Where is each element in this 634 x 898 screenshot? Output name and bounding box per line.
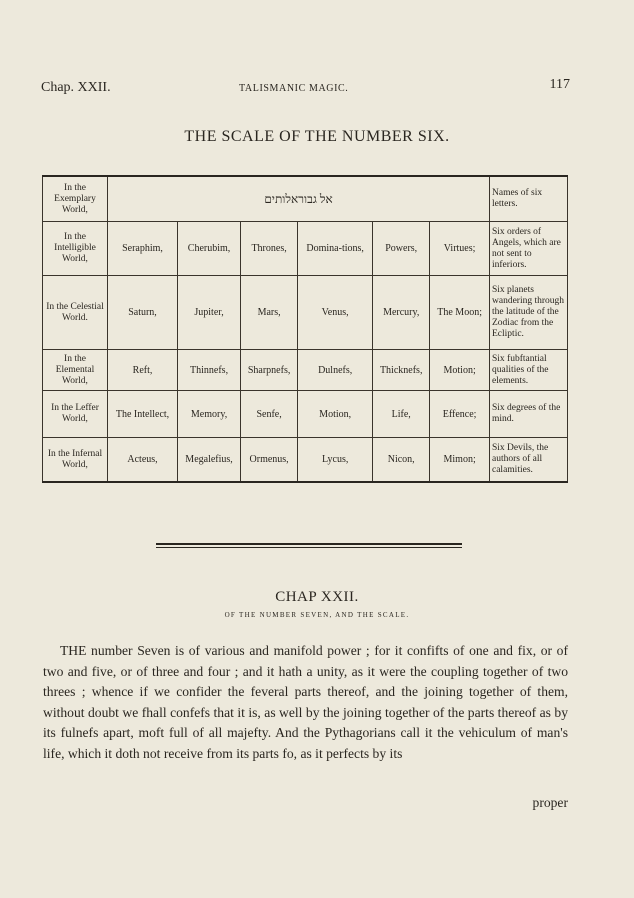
- table-cell: Venus,: [298, 276, 373, 350]
- table-cell: Megalefius,: [178, 438, 241, 483]
- row-label: In the Intelligible World,: [43, 222, 108, 276]
- table-cell: Senfe,: [241, 391, 298, 438]
- table-cell: Nicon,: [373, 438, 430, 483]
- table-cell: The Moon;: [430, 276, 490, 350]
- row-label: In the Exemplary World,: [43, 176, 108, 222]
- table-row: [43, 350, 568, 391]
- table-cell: Dulnefs,: [298, 350, 373, 391]
- section-divider-thin: [156, 547, 462, 548]
- body-paragraph: THE number Seven is of various and manifold power ; for it confifts of one and fix, or of two and five, or of three and four ; and it hath a unity, as it were the coupling together of two threes ; whence if we confider the feveral parts thereof, and the joining together of them, without doubt we fhall confefs that it is, as well by the joining together of the parts thereof as by its fulnefs apart, moft full of all majefty. And the Pythagorians call it the vehiculum of man's life, which it doth not receive from its parts fo, as it perfects by its: [43, 643, 568, 761]
- chapter-heading: CHAP XXII.: [275, 589, 359, 605]
- table-cell: Motion;: [430, 350, 490, 391]
- scale-title: THE SCALE OF THE NUMBER SIX.: [184, 128, 450, 145]
- table-cell: Thinnefs,: [178, 350, 241, 391]
- table-cell: Ormenus,: [241, 438, 298, 483]
- running-head: [41, 77, 570, 100]
- row-note: Six orders of Angels, which are not sent to inferiors.: [490, 222, 568, 276]
- names-label: Names of six letters.: [490, 176, 568, 222]
- table-row: [43, 222, 568, 276]
- table-cell: Domina-tions,: [298, 222, 373, 276]
- table-cell: Powers,: [373, 222, 430, 276]
- table-cell: Motion,: [298, 391, 373, 438]
- table-cell: Thrones,: [241, 222, 298, 276]
- table-cell: Saturn,: [108, 276, 178, 350]
- table-cell: The Intellect,: [108, 391, 178, 438]
- divine-name: אל גבוראלותים: [108, 176, 490, 222]
- table-row: [43, 391, 568, 438]
- table-cell: Acteus,: [108, 438, 178, 483]
- chapter-label: Chap. XXII.: [41, 80, 111, 95]
- row-note: Six degrees of the mind.: [490, 391, 568, 438]
- row-label: In the Elemental World,: [43, 350, 108, 391]
- table-cell: Jupiter,: [178, 276, 241, 350]
- table-cell: Sharpnefs,: [241, 350, 298, 391]
- row-label: In the Leffer World,: [43, 391, 108, 438]
- table-cell: Mimon;: [430, 438, 490, 483]
- table-cell: Life,: [373, 391, 430, 438]
- scale-table: [42, 175, 568, 483]
- table-cell: Reft,: [108, 350, 178, 391]
- row-label: In the Celestial World.: [43, 276, 108, 350]
- row-label: In the Infernal World,: [43, 438, 108, 483]
- catchword: proper: [532, 795, 568, 810]
- row-note: Six Devils, the authors of all calamities.: [490, 438, 568, 483]
- table-cell: Effence;: [430, 391, 490, 438]
- table-cell: Seraphim,: [108, 222, 178, 276]
- table-cell: Mars,: [241, 276, 298, 350]
- row-note: Six planets wandering through the latitude of the Zodiac from the Ecliptic.: [490, 276, 568, 350]
- table-row: [43, 276, 568, 350]
- table-row: [43, 438, 568, 483]
- table-header-row: [43, 176, 568, 222]
- table-cell: Cherubim,: [178, 222, 241, 276]
- table-cell: Virtues;: [430, 222, 490, 276]
- table-cell: Memory,: [178, 391, 241, 438]
- table-cell: Lycus,: [298, 438, 373, 483]
- row-note: Six fubftantial qualities of the elements.: [490, 350, 568, 391]
- section-divider: [156, 543, 462, 545]
- table-cell: Thicknefs,: [373, 350, 430, 391]
- running-title: TALISMANIC MAGIC.: [239, 83, 349, 94]
- table-cell: Mercury,: [373, 276, 430, 350]
- page-number: 117: [549, 77, 570, 92]
- chapter-subheading: OF THE NUMBER SEVEN, AND THE SCALE.: [224, 611, 410, 619]
